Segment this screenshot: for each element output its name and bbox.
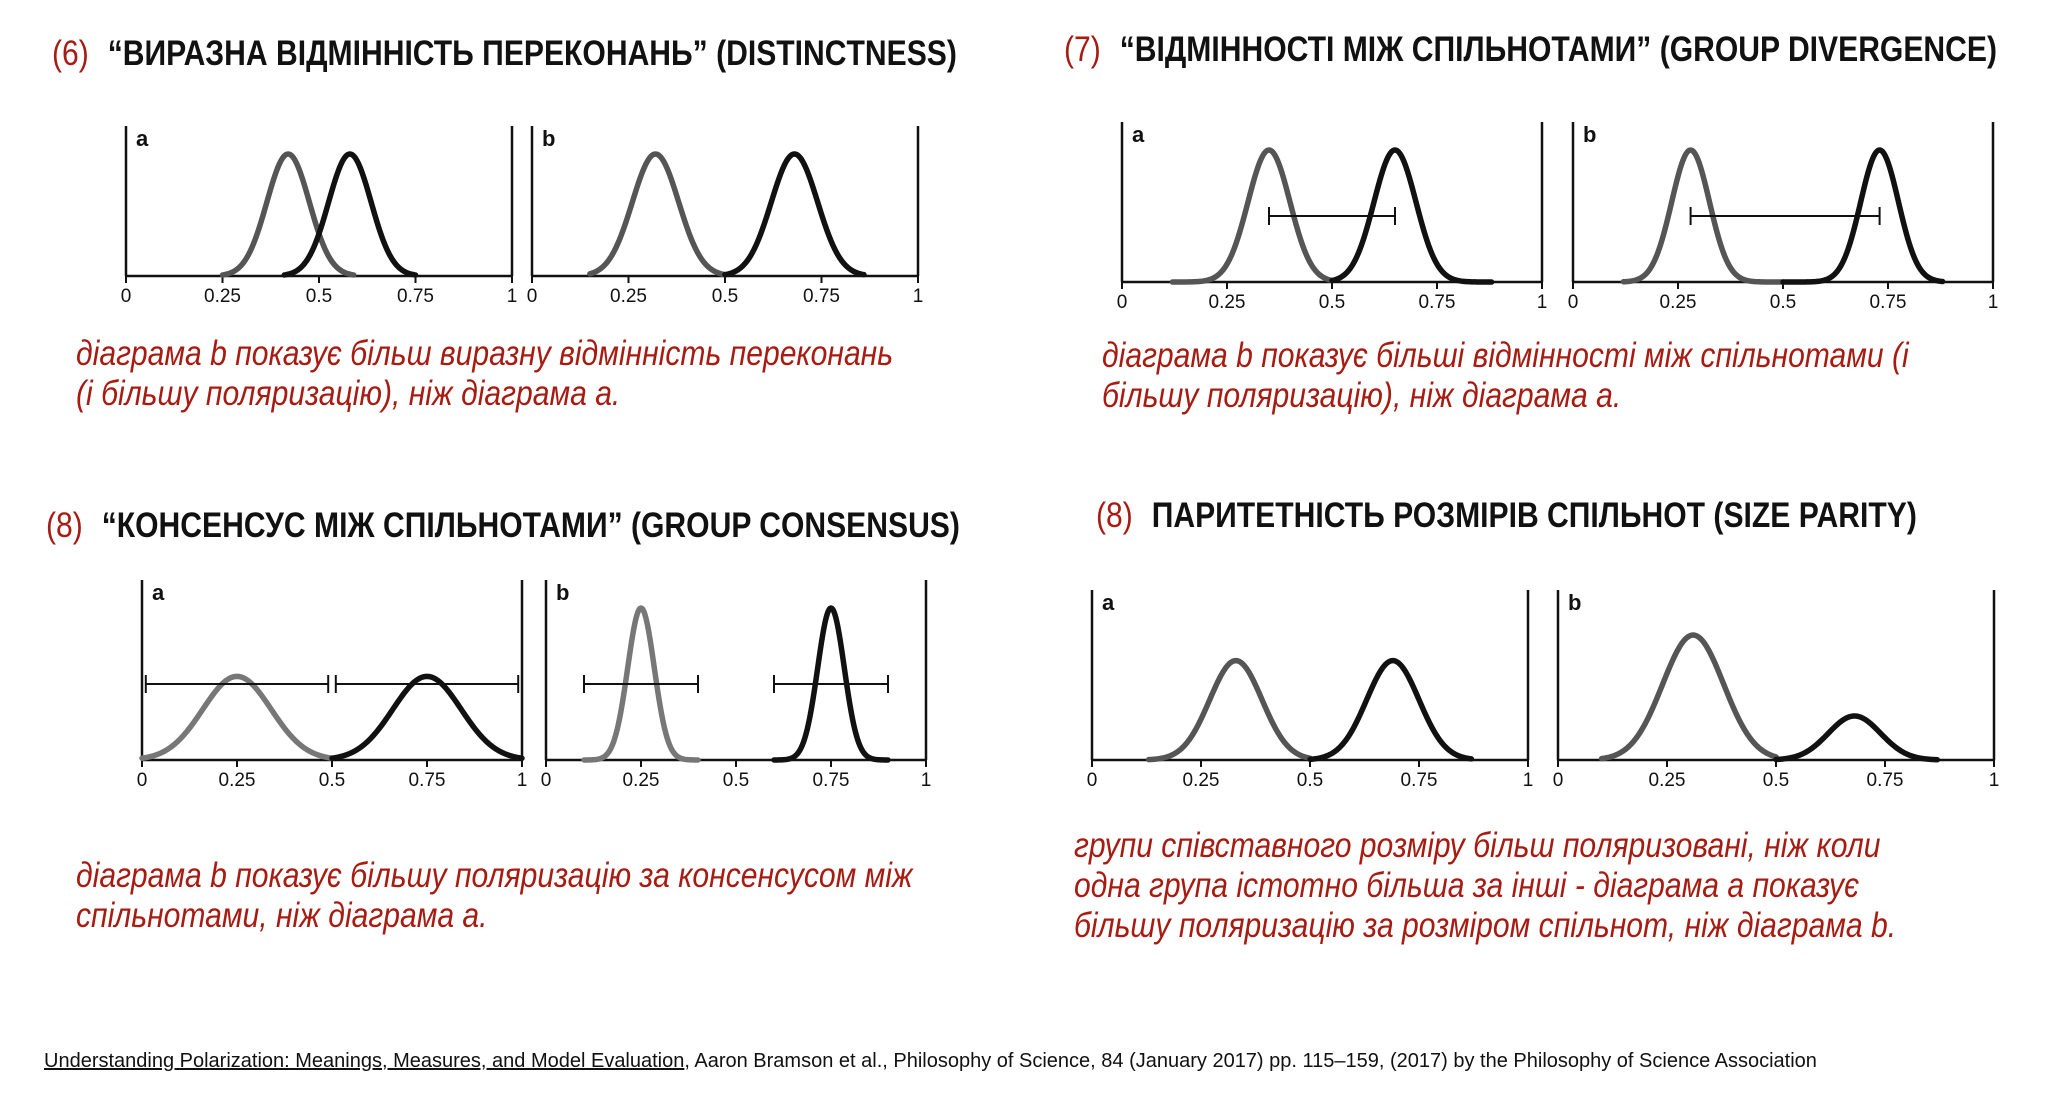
distribution-curve-2 — [332, 676, 522, 758]
section-8-consensus-title: “КОНСЕНСУС МІЖ СПІЛЬНОТАМИ” (GROUP CONSENSUS) — [101, 506, 960, 545]
x-tick-label: 0.25 — [1208, 292, 1246, 313]
distribution-curve-1 — [1149, 661, 1310, 760]
x-tick-label: 1 — [1536, 292, 1548, 313]
panel-label: a — [152, 580, 165, 605]
section-8-consensus-heading — [46, 506, 960, 546]
x-tick-label: 0.5 — [318, 770, 346, 791]
section-8-consensus-caption — [76, 856, 913, 936]
section-7-number: (7) — [1064, 30, 1101, 69]
caption-line: більшу поляризацію за розміром спільнот, ніж діаграма b. — [1074, 906, 1897, 945]
source-link[interactable]: Understanding Polarization: Meanings, Measures, and Model Evaluation — [44, 1050, 685, 1072]
x-tick-label: 0.75 — [408, 770, 446, 791]
x-tick-label: 0 — [1086, 770, 1098, 791]
panel-label: b — [1568, 590, 1582, 615]
chart-consensus-a — [136, 578, 528, 794]
section-8-parity-number: (8) — [1096, 496, 1133, 535]
chart-distinctness-a — [120, 124, 518, 310]
x-tick-label: 0 — [540, 770, 552, 791]
x-tick-label: 1 — [912, 286, 924, 307]
x-tick-label: 0.5 — [711, 286, 739, 307]
caption-line: більшу поляризацію), ніж діаграма a. — [1102, 376, 1622, 415]
section-8-parity-caption — [1074, 826, 1896, 946]
x-tick-label: 0.75 — [812, 770, 850, 791]
distribution-curve-2 — [1310, 661, 1471, 760]
caption-line: групи співставного розміру більш поляризовані, ніж коли — [1074, 826, 1881, 865]
panel-label: b — [1583, 122, 1597, 147]
x-tick-label: 0 — [526, 286, 538, 307]
x-tick-label: 0.5 — [1762, 770, 1790, 791]
source-footer — [44, 1050, 1817, 1073]
chart-consensus-b — [540, 578, 932, 794]
x-tick-label: 0 — [1116, 292, 1128, 313]
panel-label: a — [1102, 590, 1115, 615]
section-6-title: “ВИРАЗНА ВІДМІННІСТЬ ПЕРЕКОНАНЬ” (DISTINCTNESS) — [107, 34, 957, 73]
x-tick-label: 0.25 — [218, 770, 256, 791]
section-8-parity-title: ПАРИТЕТНІСТЬ РОЗМІРІВ СПІЛЬНОТ (SIZE PARITY) — [1151, 496, 1917, 535]
x-tick-label: 0.75 — [803, 286, 840, 307]
caption-line: діаграма b показує більшу поляризацію за консенсусом між — [76, 856, 913, 895]
x-tick-label: 0.5 — [1769, 292, 1797, 313]
distribution-curve-2 — [725, 154, 864, 275]
x-tick-label: 0 — [120, 286, 132, 307]
section-8-parity-heading — [1096, 496, 1917, 536]
distribution-curve-1 — [1602, 635, 1776, 759]
x-tick-label: 1 — [1987, 292, 1999, 313]
panel-label: b — [556, 580, 570, 605]
chart-parity-b — [1552, 588, 2000, 794]
section-7-title: “ВІДМІННОСТІ МІЖ СПІЛЬНОТАМИ” (GROUP DIVERGENCE) — [1119, 30, 1997, 69]
x-tick-label: 0.25 — [610, 286, 647, 307]
distribution-curve-1 — [590, 154, 725, 275]
section-7-caption — [1102, 336, 1909, 416]
caption-line: діаграма b показує більші відмінності між спільнотами (і — [1102, 336, 1909, 375]
distribution-curve-1 — [142, 676, 332, 758]
x-tick-label: 1 — [1988, 770, 2000, 791]
x-tick-label: 0 — [1567, 292, 1579, 313]
x-tick-label: 0 — [1552, 770, 1564, 791]
panel-label: a — [136, 126, 149, 151]
x-tick-label: 0.5 — [1318, 292, 1346, 313]
distribution-curve-2 — [284, 154, 415, 275]
panel-label: a — [1132, 122, 1145, 147]
caption-line: (і більшу поляризацію), ніж діаграма a. — [76, 374, 621, 413]
x-tick-label: 0.75 — [1400, 770, 1438, 791]
x-tick-label: 0.5 — [1296, 770, 1324, 791]
chart-divergence-b — [1567, 120, 1999, 316]
chart-divergence-a — [1116, 120, 1548, 316]
chart-distinctness-b — [526, 124, 924, 310]
x-tick-label: 0.25 — [622, 770, 660, 791]
caption-line: одна група істотно більша за інші - діаграма a показує — [1074, 866, 1860, 905]
x-tick-label: 0.75 — [1869, 292, 1907, 313]
x-tick-label: 0.25 — [1648, 770, 1686, 791]
x-tick-label: 0.25 — [1659, 292, 1697, 313]
section-6-number: (6) — [52, 34, 89, 73]
x-tick-label: 0.75 — [1418, 292, 1456, 313]
x-tick-label: 0.5 — [722, 770, 750, 791]
section-7-heading — [1064, 30, 1997, 70]
x-tick-label: 0 — [136, 770, 148, 791]
x-tick-label: 1 — [506, 286, 518, 307]
section-6-caption — [76, 334, 893, 414]
caption-line: діаграма b показує більш виразну відмінність переконань — [76, 334, 894, 373]
x-tick-label: 0.75 — [397, 286, 434, 307]
x-tick-label: 0.5 — [305, 286, 333, 307]
chart-parity-a — [1086, 588, 1534, 794]
x-tick-label: 0.25 — [204, 286, 241, 307]
x-tick-label: 0.25 — [1182, 770, 1220, 791]
x-tick-label: 1 — [920, 770, 932, 791]
caption-line: спільнотами, ніж діаграма a. — [76, 896, 488, 935]
x-tick-label: 1 — [1522, 770, 1534, 791]
distribution-curve-1 — [223, 154, 354, 275]
x-tick-label: 1 — [516, 770, 528, 791]
section-6-heading — [52, 34, 957, 74]
source-citation: , Aaron Bramson et al., Philosophy of Science, 84 (January 2017) pp. 115–159, (2017) by the Philosophy of Science Association — [684, 1050, 1817, 1072]
section-8-number: (8) — [46, 506, 83, 545]
panel-label: b — [542, 126, 556, 151]
x-tick-label: 0.75 — [1866, 770, 1904, 791]
distribution-curve-2 — [1776, 716, 1937, 760]
